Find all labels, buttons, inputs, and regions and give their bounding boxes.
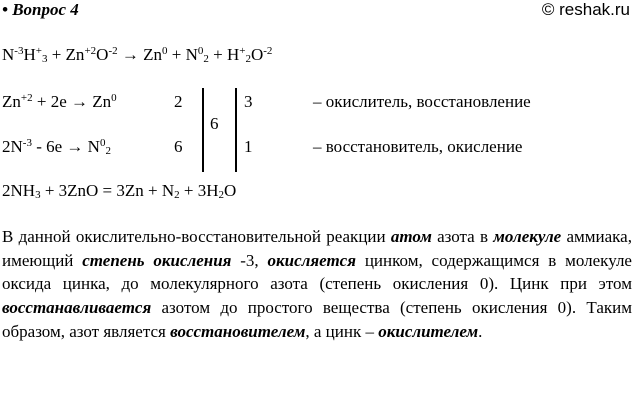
- factor-oxidation: 1: [244, 137, 253, 156]
- electrons-reduction: 2: [174, 92, 183, 111]
- balance-divider-right: [235, 88, 237, 172]
- electrons-oxidation: 6: [174, 137, 183, 156]
- emphasis: восстанавливается: [2, 298, 152, 318]
- text-run: + 3H: [179, 181, 219, 200]
- half-reaction-reduction: [2, 92, 117, 112]
- emphasis: окисляется: [267, 250, 356, 270]
- emphasis: молекуле: [493, 227, 562, 246]
- question-title: • Вопрос 4: [2, 0, 79, 19]
- subscript: 2: [245, 53, 251, 65]
- text-run: O: [224, 181, 237, 200]
- superscript: +2: [84, 45, 97, 57]
- subscript: 2: [174, 189, 180, 201]
- superscript: 0: [162, 45, 168, 57]
- text-run: .: [478, 321, 483, 341]
- superscript: -3: [22, 137, 32, 149]
- superscript: -2: [263, 45, 273, 57]
- text-run: + 3ZnO = 3Zn + N: [40, 181, 175, 200]
- superscript: -2: [108, 45, 118, 57]
- factor-reduction: 3: [244, 92, 253, 111]
- emphasis: окислителем: [378, 321, 479, 341]
- text-run: N: [2, 45, 15, 64]
- source-label: © reshak.ru: [541, 0, 630, 19]
- superscript: 0: [197, 45, 204, 57]
- subscript: 3: [35, 189, 41, 201]
- text-run: В данной окислительно-восстановительной реакции: [2, 227, 391, 246]
- subscript: 3: [41, 53, 48, 65]
- explanation-paragraph: [2, 225, 632, 344]
- text-run: + H: [208, 45, 240, 64]
- balanced-equation: [2, 181, 236, 201]
- text-run: H: [23, 45, 36, 64]
- text-run: , а цинк –: [305, 321, 379, 341]
- text-run: + 2e → Zn: [32, 92, 112, 111]
- text-run: O: [96, 45, 109, 64]
- text-run: азотом до простого вещества (степень окисления 0). Таким образом, азот является: [2, 298, 632, 341]
- superscript: 0: [99, 137, 106, 149]
- emphasis: атом: [390, 227, 432, 246]
- text-run: + N: [167, 45, 198, 64]
- superscript: -3: [14, 45, 24, 57]
- text-run: 2N: [2, 137, 23, 156]
- text-run: + Zn: [47, 45, 85, 64]
- text-run: - 6e → N: [31, 137, 100, 156]
- text-run: цинком, содержащимся в молекуле оксида цинка, до молекулярного азота (степень окисления 0). Цинк при этом: [2, 250, 632, 294]
- half-reaction-oxidation: [2, 137, 111, 157]
- emphasis: степень окисления: [82, 250, 232, 270]
- reaction-scheme: [2, 45, 272, 65]
- emphasis: восстановителем: [170, 321, 306, 341]
- text-run: азота в: [431, 227, 494, 246]
- subscript: 2: [218, 189, 225, 201]
- text-run: -3,: [231, 250, 268, 270]
- subscript: 2: [203, 53, 209, 65]
- electron-lcm: 6: [210, 114, 219, 133]
- text-run: 2NH: [2, 181, 36, 200]
- subscript: 2: [105, 145, 111, 157]
- text-run: аммиака, имеющий: [2, 227, 632, 270]
- balance-divider-left: [202, 88, 204, 172]
- text-run: → Zn: [117, 45, 162, 64]
- note-oxidizer: – окислитель, восстановление: [313, 92, 531, 111]
- text-run: Zn: [2, 92, 21, 111]
- note-reducer: – восстановитель, окисление: [313, 137, 523, 156]
- superscript: +: [35, 45, 42, 57]
- superscript: 0: [111, 92, 117, 104]
- superscript: +: [239, 45, 246, 57]
- text-run: O: [250, 45, 264, 64]
- superscript: +2: [20, 92, 33, 104]
